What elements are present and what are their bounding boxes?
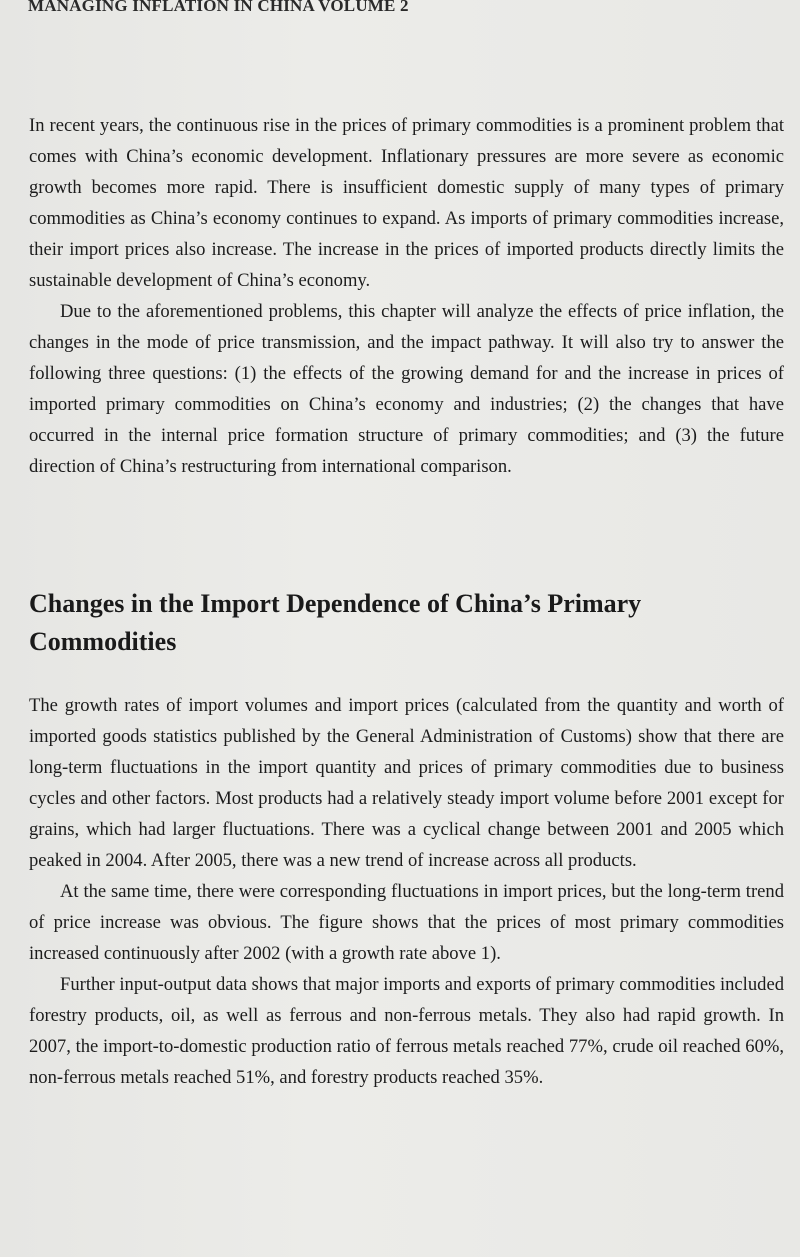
section-body [29,690,784,1093]
section-paragraph-3: Further input-output data shows that major imports and exports of primary commodities included forestry products, oil, as well as ferrous and non-ferrous metals. They also had rapid growth. In 2007, the import-to-domestic production ratio of ferrous metals reached 77%, crude oil reached 60%, non-ferrous metals reached 51%, and forestry products reached 35%. [29,974,784,1088]
intro-paragraph-1: In recent years, the continuous rise in the prices of primary commodities is a prominent problem that comes with China’s economic development. Inflationary pressures are more severe as economic growth becomes more rapid. There is insufficient domestic supply of many types of primary commodities as China’s economy continues to expand. As imports of primary commodities increase, their import prices also increase. The increase in the prices of imported products directly limits the sustainable development of China’s economy. [29,115,784,291]
section-paragraph-1: The growth rates of import volumes and import prices (calculated from the quantity and worth of imported goods statistics published by the General Administration of Customs) show that there are long-term fluctuations in the import quantity and prices of primary commodities due to business cycles and other factors. Most products had a relatively steady import volume before 2001 except for grains, which had larger fluctuations. There was a cyclical change between 2001 and 2005 which peaked in 2004. After 2005, there was a new trend of increase across all products. [29,695,784,871]
running-head: MANAGING INFLATION IN CHINA VOLUME 2 [28,0,409,15]
section-heading: Changes in the Import Dependence of China’s Primary Commodities [29,589,642,656]
intro-paragraph-2: Due to the aforementioned problems, this chapter will analyze the effects of price inflation, the changes in the mode of price transmission, and the impact pathway. It will also try to answer the following three questions: (1) the effects of the growing demand for and the increase in prices of imported primary commodities on China’s economy and industries; (2) the changes that have occurred in the internal price formation structure of primary commodities; and (3) the future direction of China’s restructuring from international comparison. [29,301,784,477]
section-paragraph-2: At the same time, there were corresponding fluctuations in import prices, but the long-term trend of price increase was obvious. The figure shows that the prices of most primary commodities increased continuously after 2002 (with a growth rate above 1). [29,881,784,964]
intro-section [29,110,784,482]
